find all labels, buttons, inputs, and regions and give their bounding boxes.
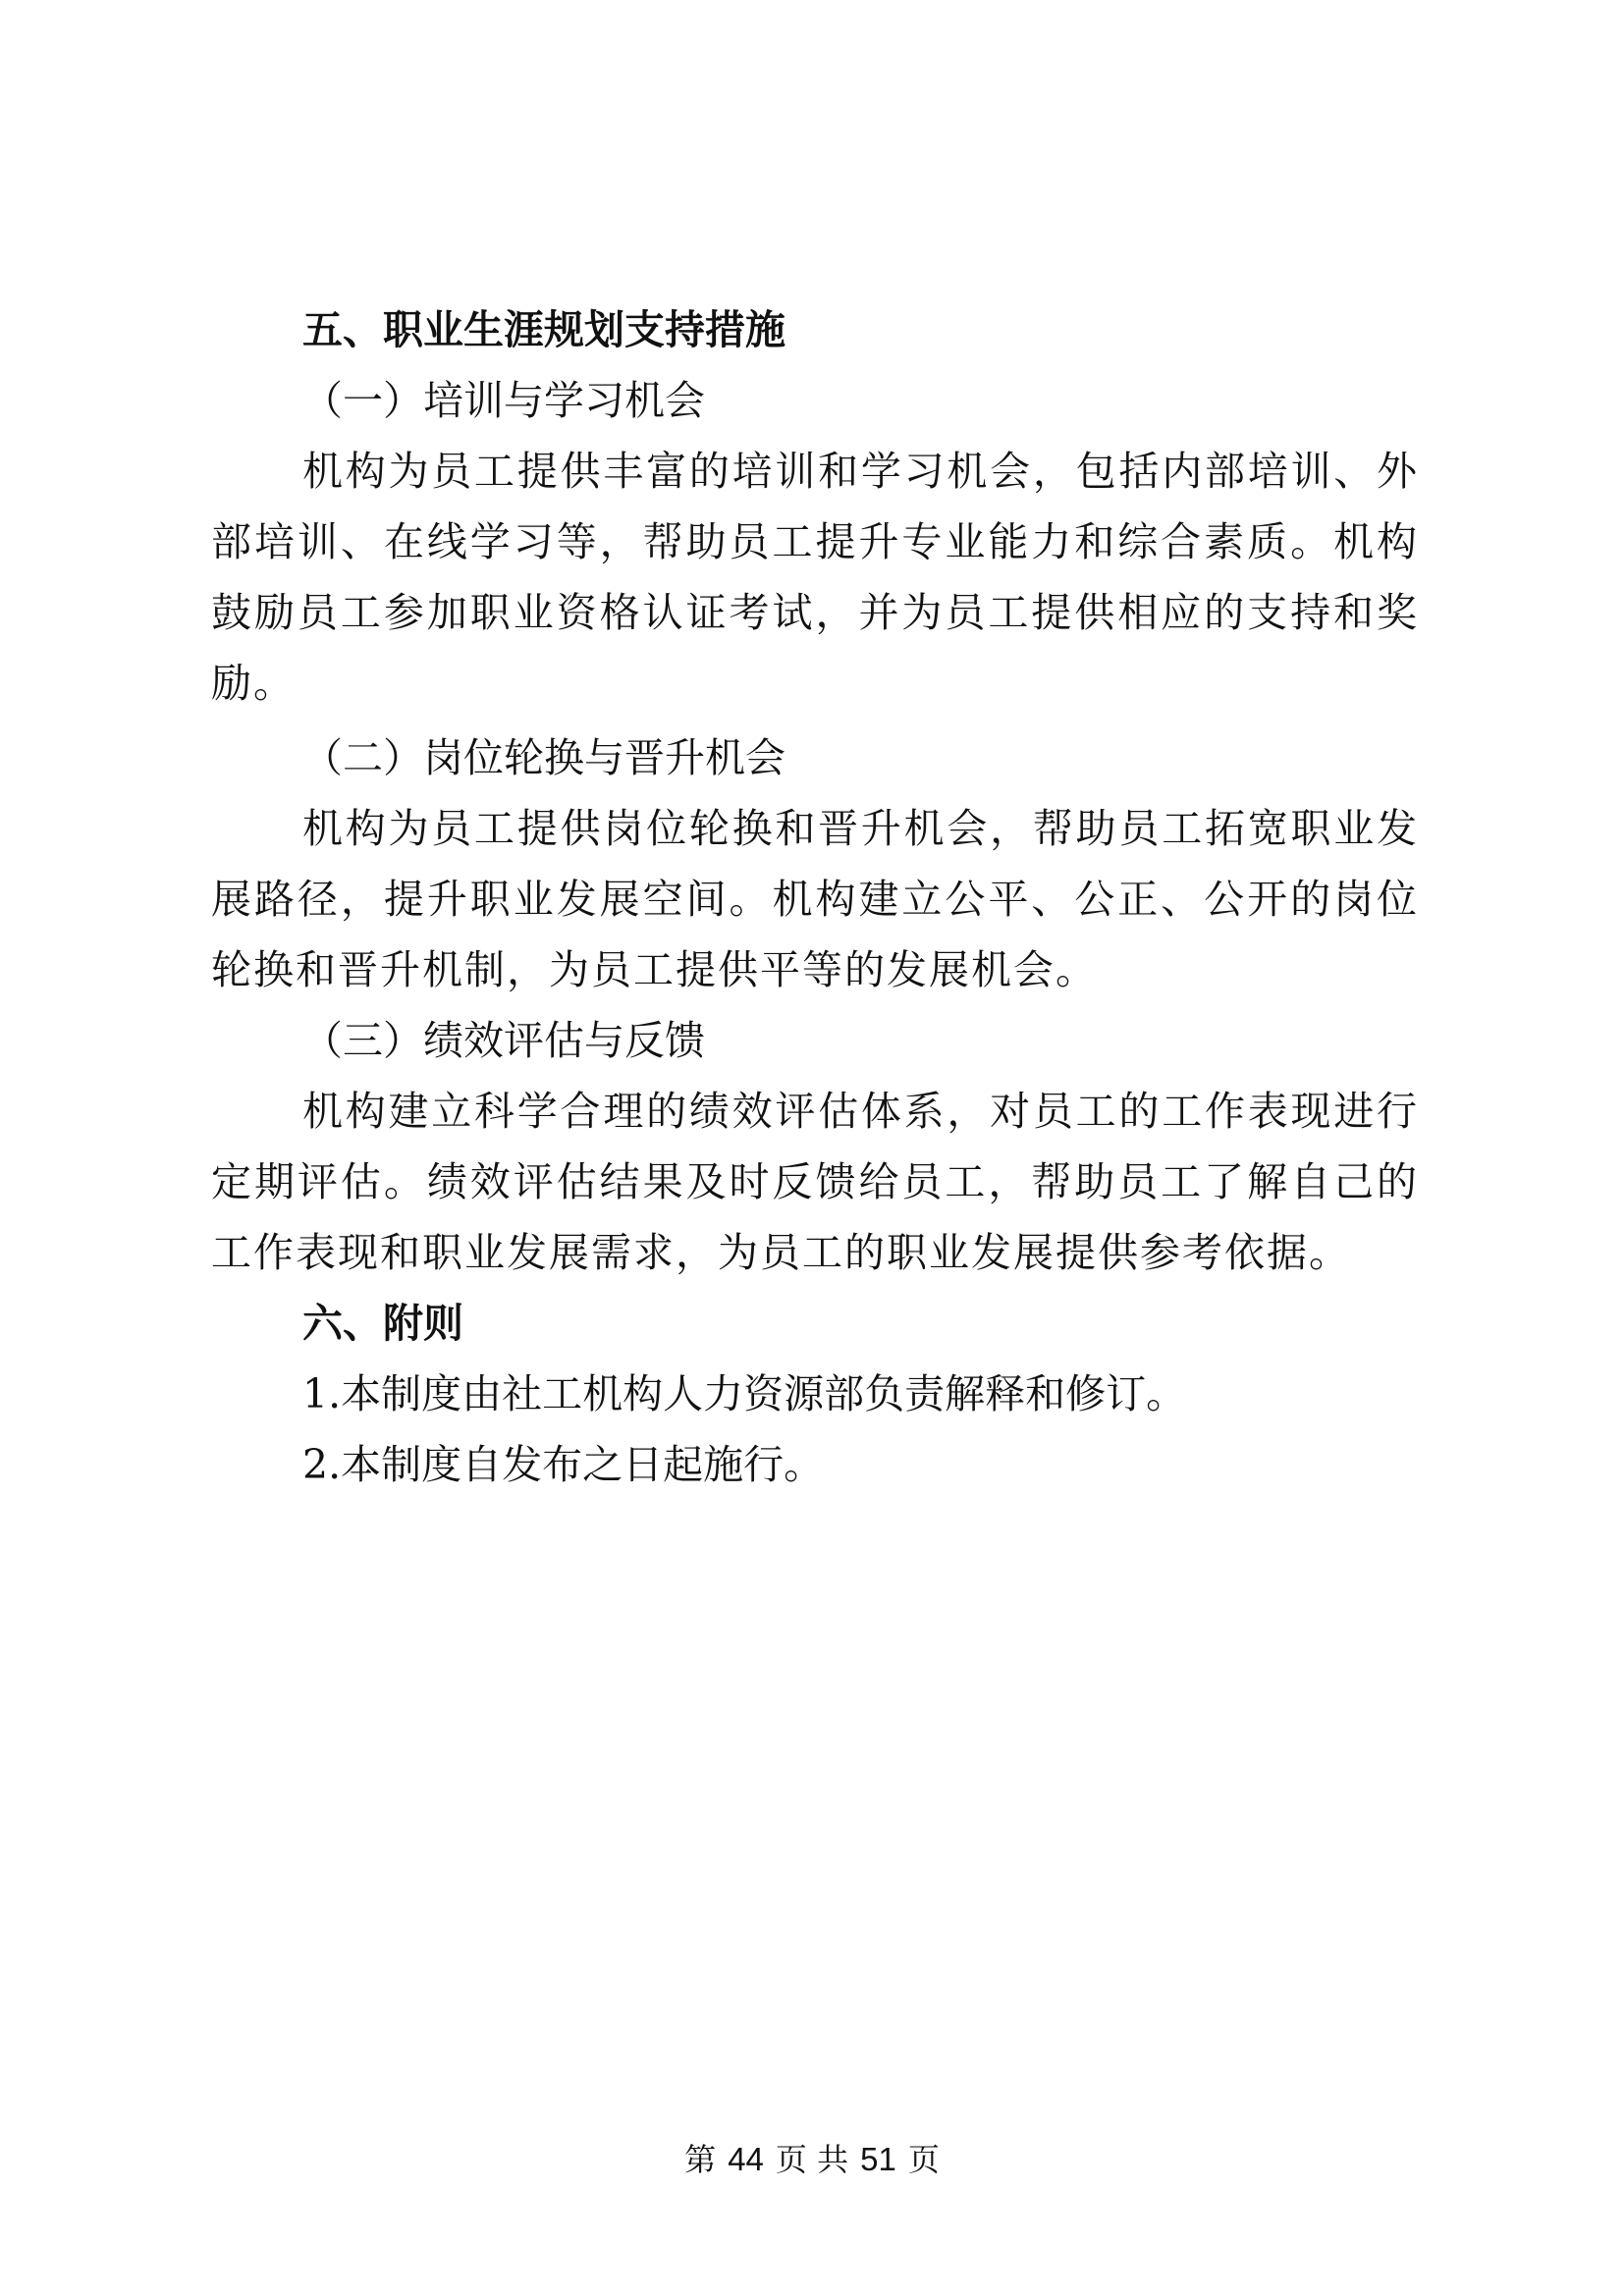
- subsection-heading-rotation: （二）岗位轮换与晋升机会: [302, 734, 785, 781]
- total-pages-number: 51: [860, 2141, 896, 2177]
- footer-middle: 页 共: [775, 2141, 849, 2178]
- subsection-heading-performance: （三）绩效评估与反馈: [302, 1017, 705, 1064]
- document-body: [211, 294, 1419, 1500]
- subsection-heading-training: （一）培训与学习机会: [302, 377, 705, 424]
- list-item: 2.本制度自发布之日起施行。: [302, 1441, 825, 1488]
- list-item: 1.本制度由社工机构人力资源部负责解释和修订。: [302, 1370, 1187, 1417]
- footer-prefix: 第: [684, 2141, 717, 2178]
- current-page-number: 44: [728, 2141, 764, 2177]
- footer-suffix: 页: [907, 2141, 940, 2178]
- page-footer: [0, 2140, 1624, 2179]
- paragraph-performance: 机构建立科学合理的绩效评估体系，对员工的工作表现进行定期评估。绩效评估结果及时反馈给员工，帮助员工了解自己的工作表现和职业发展需求，为员工的职业发展提供参考依据。: [211, 1088, 1419, 1276]
- paragraph-training: 机构为员工提供丰富的培训和学习机会，包括内部培训、外部培训、在线学习等，帮助员工提升专业能力和综合素质。机构鼓励员工参加职业资格认证考试，并为员工提供相应的支持和奖励。: [211, 448, 1419, 707]
- section-heading-6: 六、附则: [302, 1300, 463, 1347]
- section-heading-5: 五、职业生涯规划支持措施: [302, 306, 785, 353]
- paragraph-rotation: 机构为员工提供岗位轮换和晋升机会，帮助员工拓宽职业发展路径，提升职业发展空间。机构建立公平、公正、公开的岗位轮换和晋升机制，为员工提供平等的发展机会。: [211, 805, 1419, 993]
